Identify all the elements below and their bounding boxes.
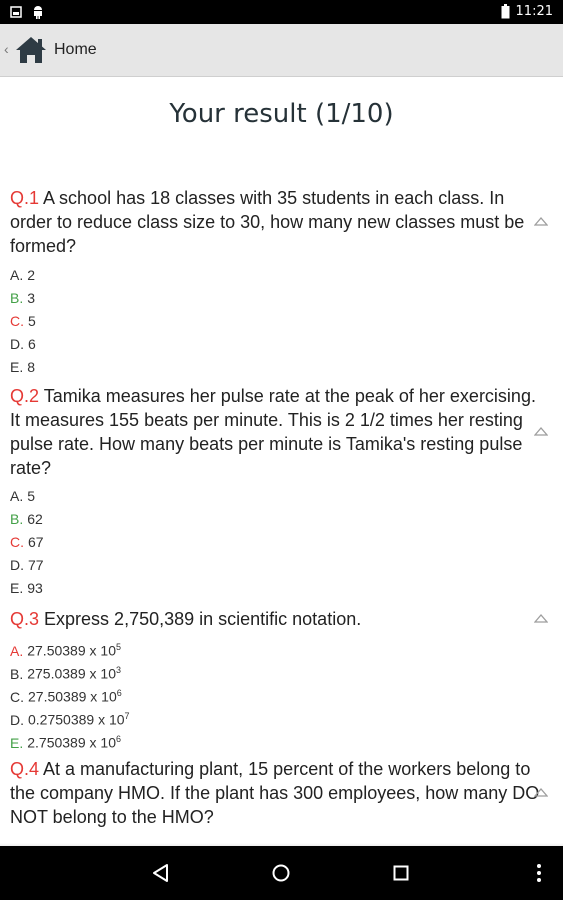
collapse-toggle-icon[interactable]	[534, 216, 548, 226]
option-letter: B.	[10, 665, 24, 682]
option-text: 5	[28, 313, 36, 329]
question-body: A school has 18 classes with 35 students in each class. In order to reduce class size to 30, how many new classes must be formed?	[10, 188, 525, 256]
answer-option-wrong	[10, 638, 121, 660]
option-base: 0.2750389 x 10	[28, 711, 125, 728]
question-number: Q.1	[10, 188, 40, 208]
option-base: 2.750389 x 10	[27, 734, 116, 751]
option-letter: D.	[10, 711, 24, 728]
option-letter: A.	[10, 488, 24, 504]
page-title: Your result (1/10)	[169, 99, 394, 129]
results-content[interactable]	[0, 77, 563, 846]
option-base: 27.50389 x 10	[28, 688, 117, 705]
option-text: 67	[28, 534, 44, 550]
option-exponent: 5	[115, 642, 121, 652]
option-exponent: 6	[115, 734, 121, 744]
option-letter: D.	[10, 336, 24, 352]
option-letter: B.	[10, 511, 24, 527]
option-letter: A.	[10, 267, 24, 283]
navigation-bar	[0, 846, 563, 900]
answer-option-wrong	[10, 533, 44, 551]
android-notification-icon	[32, 5, 44, 19]
question-number: Q.3	[10, 609, 40, 629]
option-exponent: 3	[115, 665, 121, 675]
status-time: 11:21	[515, 4, 553, 19]
option-text: 62	[27, 511, 43, 527]
option-letter: D.	[10, 557, 24, 573]
back-nav-icon[interactable]	[148, 860, 174, 886]
answer-option-correct	[10, 730, 121, 752]
option-letter: E.	[10, 580, 24, 596]
overflow-menu-icon[interactable]	[526, 860, 552, 886]
answer-option	[10, 684, 122, 706]
question-body: At a manufacturing plant, 15 percent of the workers belong to the company HMO. If the plant has 300 employees, how many DO NOT belong to the HMO?	[10, 759, 540, 827]
question-number: Q.4	[10, 759, 40, 779]
status-bar	[0, 0, 563, 24]
home-nav-icon[interactable]	[268, 860, 294, 886]
question-body: Tamika measures her pulse rate at the peak of her exercising. It measures 155 beats per minute. This is 2 1/2 times her resting pulse rate. How many beats per minute is Tamika's resting pulse rate?	[10, 386, 536, 478]
question-body: Express 2,750,389 in scientific notation.	[44, 609, 362, 629]
question-number: Q.2	[10, 386, 40, 406]
answer-option	[10, 358, 35, 376]
option-text: 8	[27, 359, 36, 375]
action-bar	[0, 24, 563, 77]
answer-option	[10, 266, 35, 284]
option-text: 3	[27, 290, 36, 306]
collapse-toggle-icon[interactable]	[534, 426, 548, 436]
option-text: 2	[27, 267, 36, 283]
answer-option-correct	[10, 510, 43, 528]
answer-option	[10, 707, 130, 729]
option-base: 275.0389 x 10	[27, 665, 116, 682]
collapse-toggle-icon[interactable]	[534, 613, 548, 623]
back-chevron-icon[interactable]: ‹	[4, 41, 9, 57]
option-text: 6	[28, 336, 36, 352]
option-base: 27.50389 x 10	[27, 642, 116, 659]
option-letter: B.	[10, 290, 24, 306]
answer-option	[10, 335, 36, 353]
answer-option-correct	[10, 289, 35, 307]
answer-option	[10, 487, 35, 505]
option-exponent: 7	[124, 711, 130, 721]
option-exponent: 6	[116, 688, 122, 698]
recents-nav-icon[interactable]	[388, 860, 414, 886]
answer-option	[10, 579, 43, 597]
option-letter: C.	[10, 534, 24, 550]
question-text	[10, 186, 540, 258]
battery-icon	[501, 4, 510, 19]
screenshot-notification-icon	[10, 6, 22, 18]
answer-option	[10, 556, 44, 574]
option-text: 77	[28, 557, 44, 573]
option-text: 93	[27, 580, 43, 596]
answer-option-wrong	[10, 312, 36, 330]
option-text: 5	[27, 488, 36, 504]
collapse-toggle-icon[interactable]	[534, 787, 548, 797]
option-letter: E.	[10, 359, 24, 375]
question-text	[10, 757, 540, 829]
question-text	[10, 384, 540, 480]
option-letter: C.	[10, 688, 24, 705]
home-icon[interactable]	[14, 35, 48, 65]
question-text	[10, 607, 540, 631]
option-letter: A.	[10, 642, 24, 659]
answer-option	[10, 661, 121, 683]
action-bar-title[interactable]: Home	[54, 41, 97, 58]
option-letter: E.	[10, 734, 24, 751]
option-letter: C.	[10, 313, 24, 329]
